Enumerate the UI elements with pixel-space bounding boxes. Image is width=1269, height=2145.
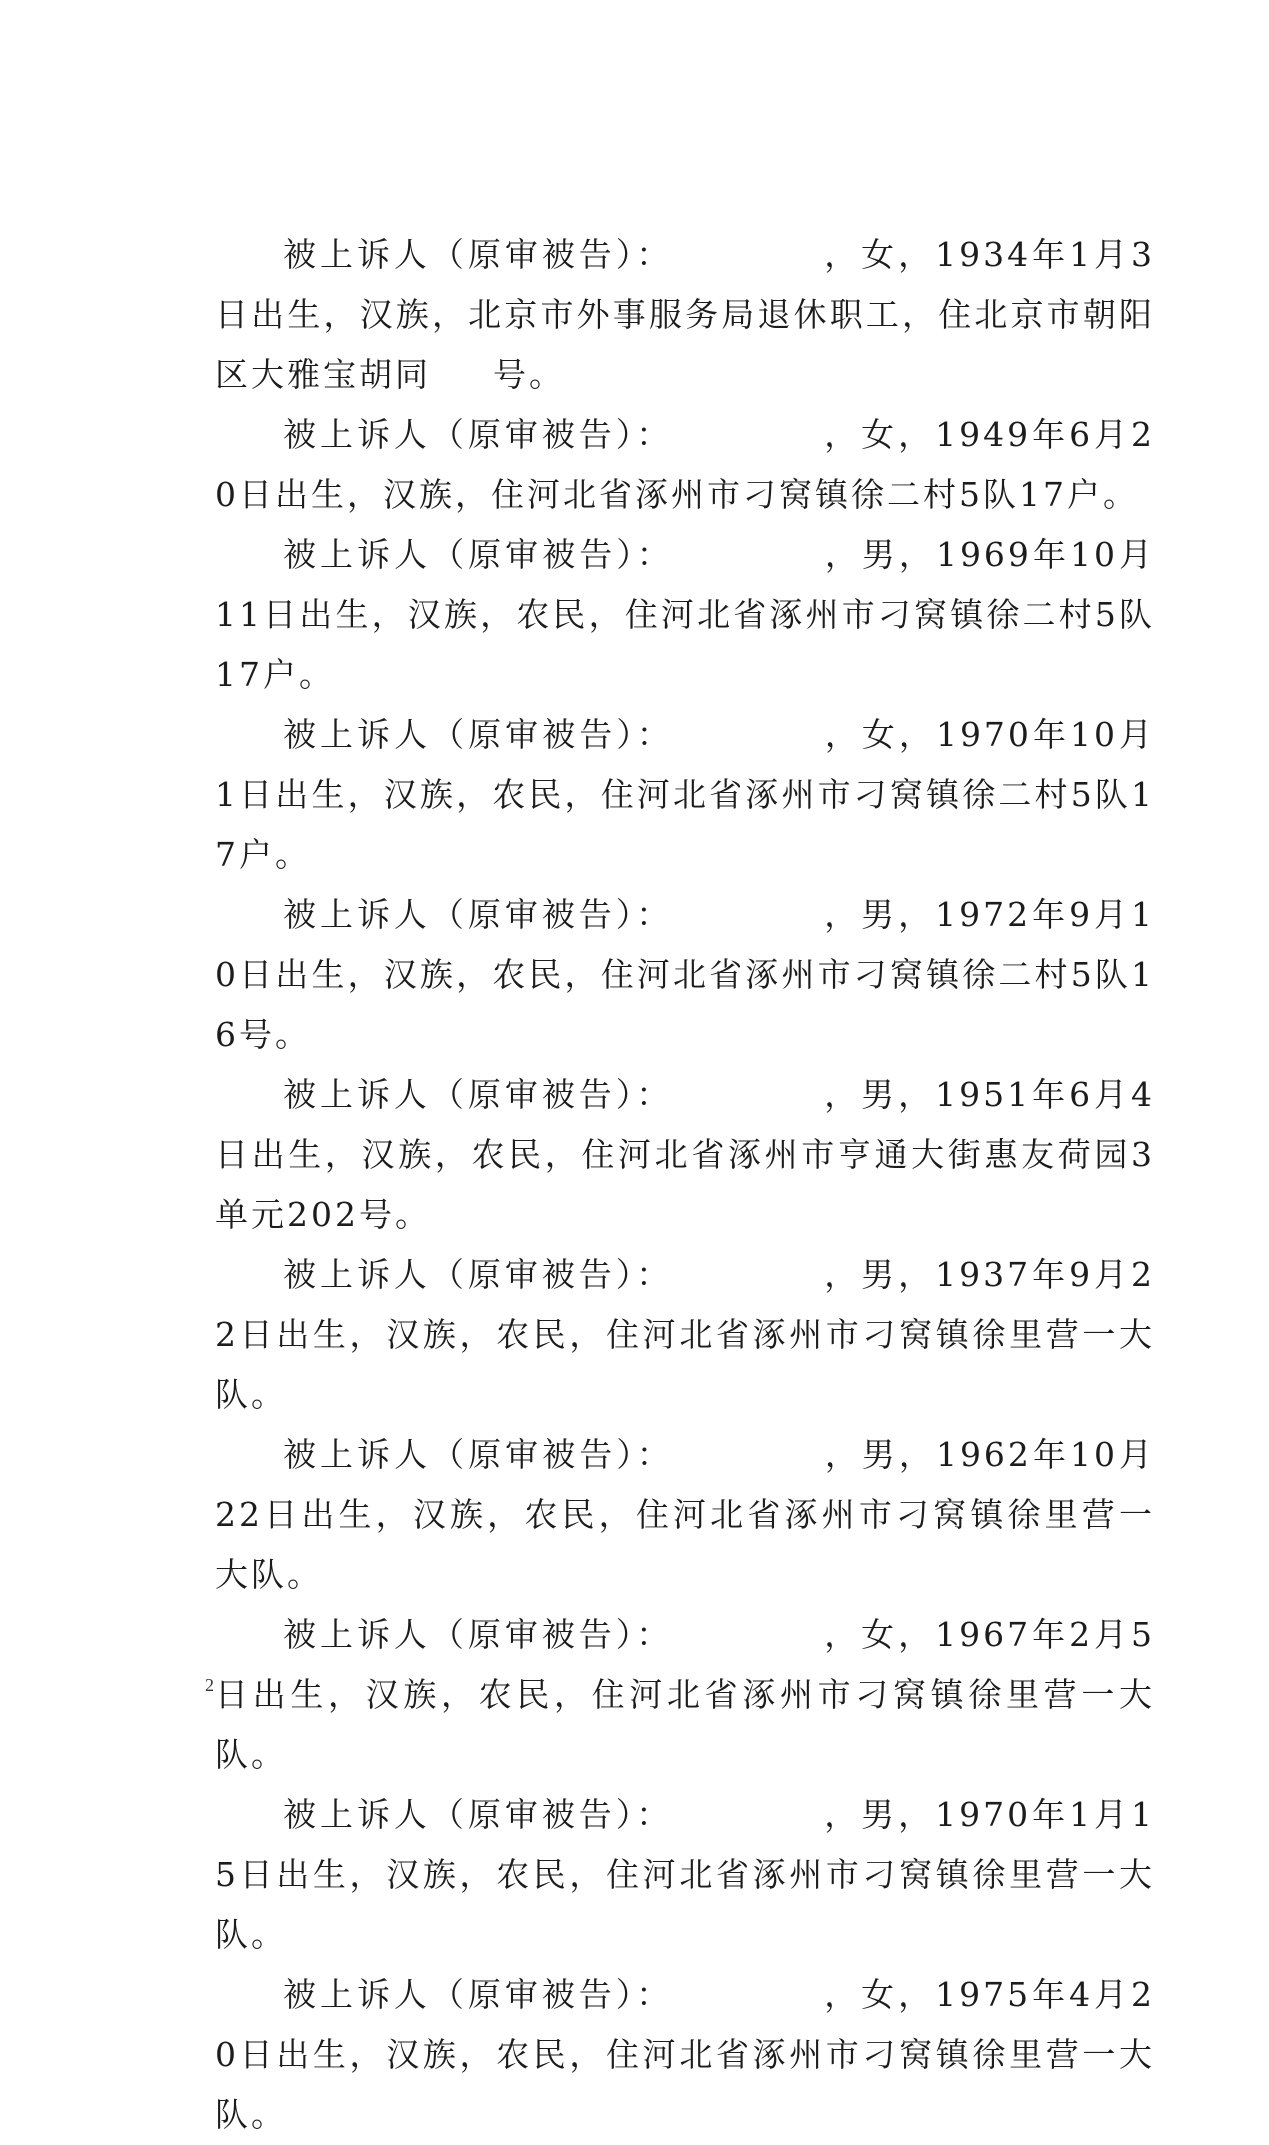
- party-details: ，女，1975年4月20日出生，汉族，农民，住河北省涿州市刁窝镇徐里营一大队。: [215, 1975, 1156, 2134]
- redacted-name: [673, 899, 823, 935]
- party-label: 被上诉人（原审被告）：: [283, 535, 674, 574]
- party-label: 被上诉人（原审被告）：: [283, 1075, 674, 1114]
- redacted-name: [673, 1619, 823, 1655]
- party-label: 被上诉人（原审被告）：: [283, 1615, 674, 1654]
- party-paragraph-9: [215, 1605, 1155, 1785]
- redacted-name: [674, 539, 824, 575]
- party-label: 被上诉人（原审被告）：: [283, 895, 674, 934]
- party-label: 被上诉人（原审被告）：: [283, 1255, 674, 1294]
- party-paragraph-10: [215, 1785, 1155, 1965]
- party-label: 被上诉人（原审被告）：: [283, 715, 674, 754]
- party-label: 被上诉人（原审被告）：: [283, 415, 674, 454]
- party-details: ，男，1972年9月10日出生，汉族，农民，住河北省涿州市刁窝镇徐二村5队16号。: [215, 895, 1156, 1054]
- party-paragraph-6: [215, 1065, 1155, 1245]
- party-label: 被上诉人（原审被告）：: [283, 1795, 674, 1834]
- party-details: ，男，1970年1月15日出生，汉族，农民，住河北省涿州市刁窝镇徐里营一大队。: [215, 1795, 1156, 1954]
- party-label: 被上诉人（原审被告）：: [283, 235, 674, 274]
- redacted-name: [674, 719, 824, 755]
- page-number: 2: [205, 1675, 214, 1695]
- party-details: ，女，1967年2月5日出生，汉族，农民，住河北省涿州市刁窝镇徐里营一大队。: [215, 1615, 1156, 1774]
- redacted-house-number: [431, 359, 493, 395]
- party-details: ，女，1934年1月3日出生，汉族，北京市外事服务局退休职工，住北京市朝阳区大雅宝胡同: [215, 235, 1156, 394]
- party-paragraph-7: [215, 1245, 1155, 1425]
- redacted-name: [673, 419, 823, 455]
- redacted-name: [673, 1799, 823, 1835]
- party-paragraph-4: [215, 705, 1155, 885]
- redacted-name: [673, 1979, 823, 2015]
- party-details: ，女，1949年6月20日出生，汉族，住河北省涿州市刁窝镇徐二村5队17户。: [215, 415, 1156, 514]
- redacted-name: [673, 1259, 823, 1295]
- redacted-name: [673, 1079, 823, 1115]
- party-paragraph-5: [215, 885, 1155, 1065]
- redacted-name: [673, 239, 823, 275]
- party-details-tail: 号。: [493, 355, 565, 394]
- party-details: ，男，1937年9月22日出生，汉族，农民，住河北省涿州市刁窝镇徐里营一大队。: [215, 1255, 1156, 1414]
- party-details: ，女，1970年10月1日出生，汉族，农民，住河北省涿州市刁窝镇徐二村5队17户。: [215, 715, 1156, 874]
- party-paragraph-2: [215, 405, 1155, 525]
- redacted-name: [674, 1439, 824, 1475]
- party-paragraph-11: [215, 1965, 1155, 2145]
- party-label: 被上诉人（原审被告）：: [283, 1435, 674, 1474]
- party-details: ，男，1951年6月4日出生，汉族，农民，住河北省涿州市亨通大街惠友荷园3单元202号。: [215, 1075, 1156, 1234]
- party-details: ，男，1969年10月11日出生，汉族，农民，住河北省涿州市刁窝镇徐二村5队17户。: [215, 535, 1156, 694]
- party-paragraph-8: [215, 1425, 1155, 1605]
- party-label: 被上诉人（原审被告）：: [283, 1975, 674, 2014]
- party-details: ，男，1962年10月22日出生，汉族，农民，住河北省涿州市刁窝镇徐里营一大队。: [215, 1435, 1156, 1594]
- document-body: [215, 225, 1155, 2145]
- party-paragraph-1: [215, 225, 1155, 405]
- party-paragraph-3: [215, 525, 1155, 705]
